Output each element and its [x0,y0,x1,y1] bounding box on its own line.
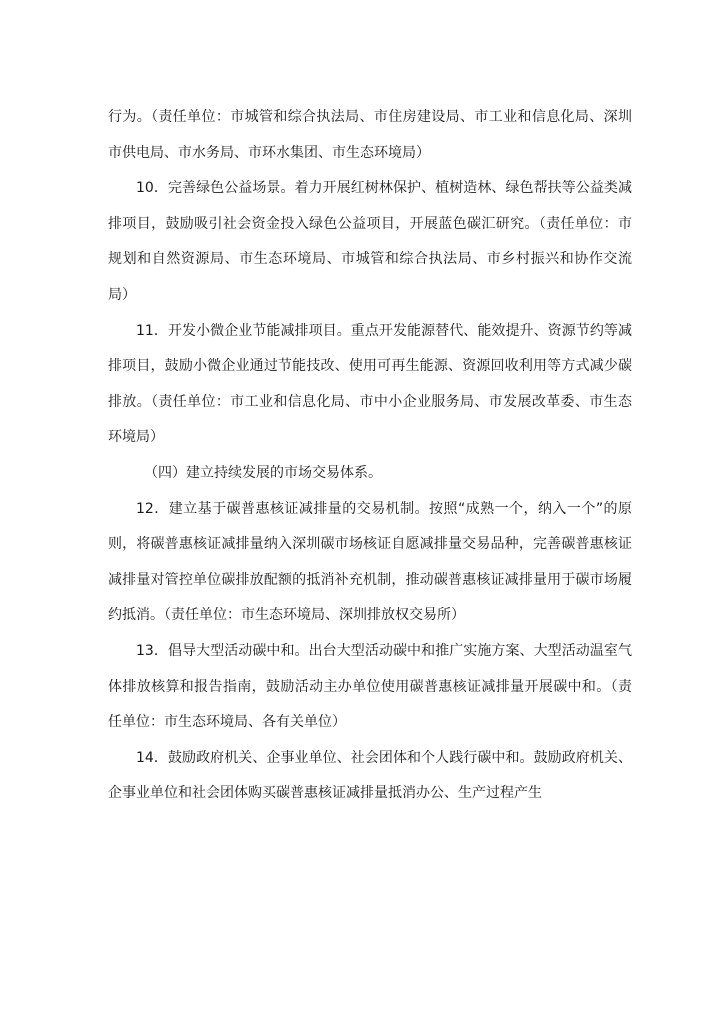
paragraph-item-14: 14．鼓励政府机关、企事业单位、社会团体和个人践行碳中和。鼓励政府机关、企事业单位和社会团体购买碳普惠核证减排量抵消办公、生产过程产生 [108,749,632,802]
section-heading-4: （四）建立持续发展的市场交易体系。 [144,464,382,481]
paragraph-continuation: 行为。（责任单位：市城管和综合执法局、市住房建设局、市工业和信息化局、深圳市供电局、市水务局、市环水集团、市生态环境局） [108,109,632,161]
paragraph-item-11: 11．开发小微企业节能减排项目。重点开发能源替代、能效提升、资源节约等减排项目，鼓励小微企业通过节能技改、使用可再生能源、资源回收利用等方式减少碳排放。（责任单位：市工业和信息化局、市中小企业服务局、市发展改革委、市生态环境局） [108,322,632,446]
paragraph-item-13: 13．倡导大型活动碳中和。出台大型活动碳中和推广实施方案、大型活动温室气体排放核算和报告指南，鼓励活动主办单位使用碳普惠核证减排量开展碳中和。（责任单位：市生态环境局、各有关单位） [108,642,632,731]
paragraph-item-10: 10．完善绿色公益场景。着力开展红树林保护、植树造林、绿色帮扶等公益类减排项目，鼓励吸引社会资金投入绿色公益项目，开展蓝色碳汇研究。（责任单位：市规划和自然资源局、市生态环境局、市城管和综合执法局、市乡村振兴和协作交流局） [108,180,632,303]
paragraph-item-12: 12．建立基于碳普惠核证减排量的交易机制。按照“成熟一个，纳入一个”的原则，将碳普惠核证减排量纳入深圳碳市场核证自愿减排量交易品种，完善碳普惠核证减排量对管控单位碳排放配额的抵消补充机制，推动碳普惠核证减排量用于碳市场履约抵消。（责任单位：市生态环境局、深圳排放权交易所） [108,500,632,624]
document-body [108,100,632,812]
